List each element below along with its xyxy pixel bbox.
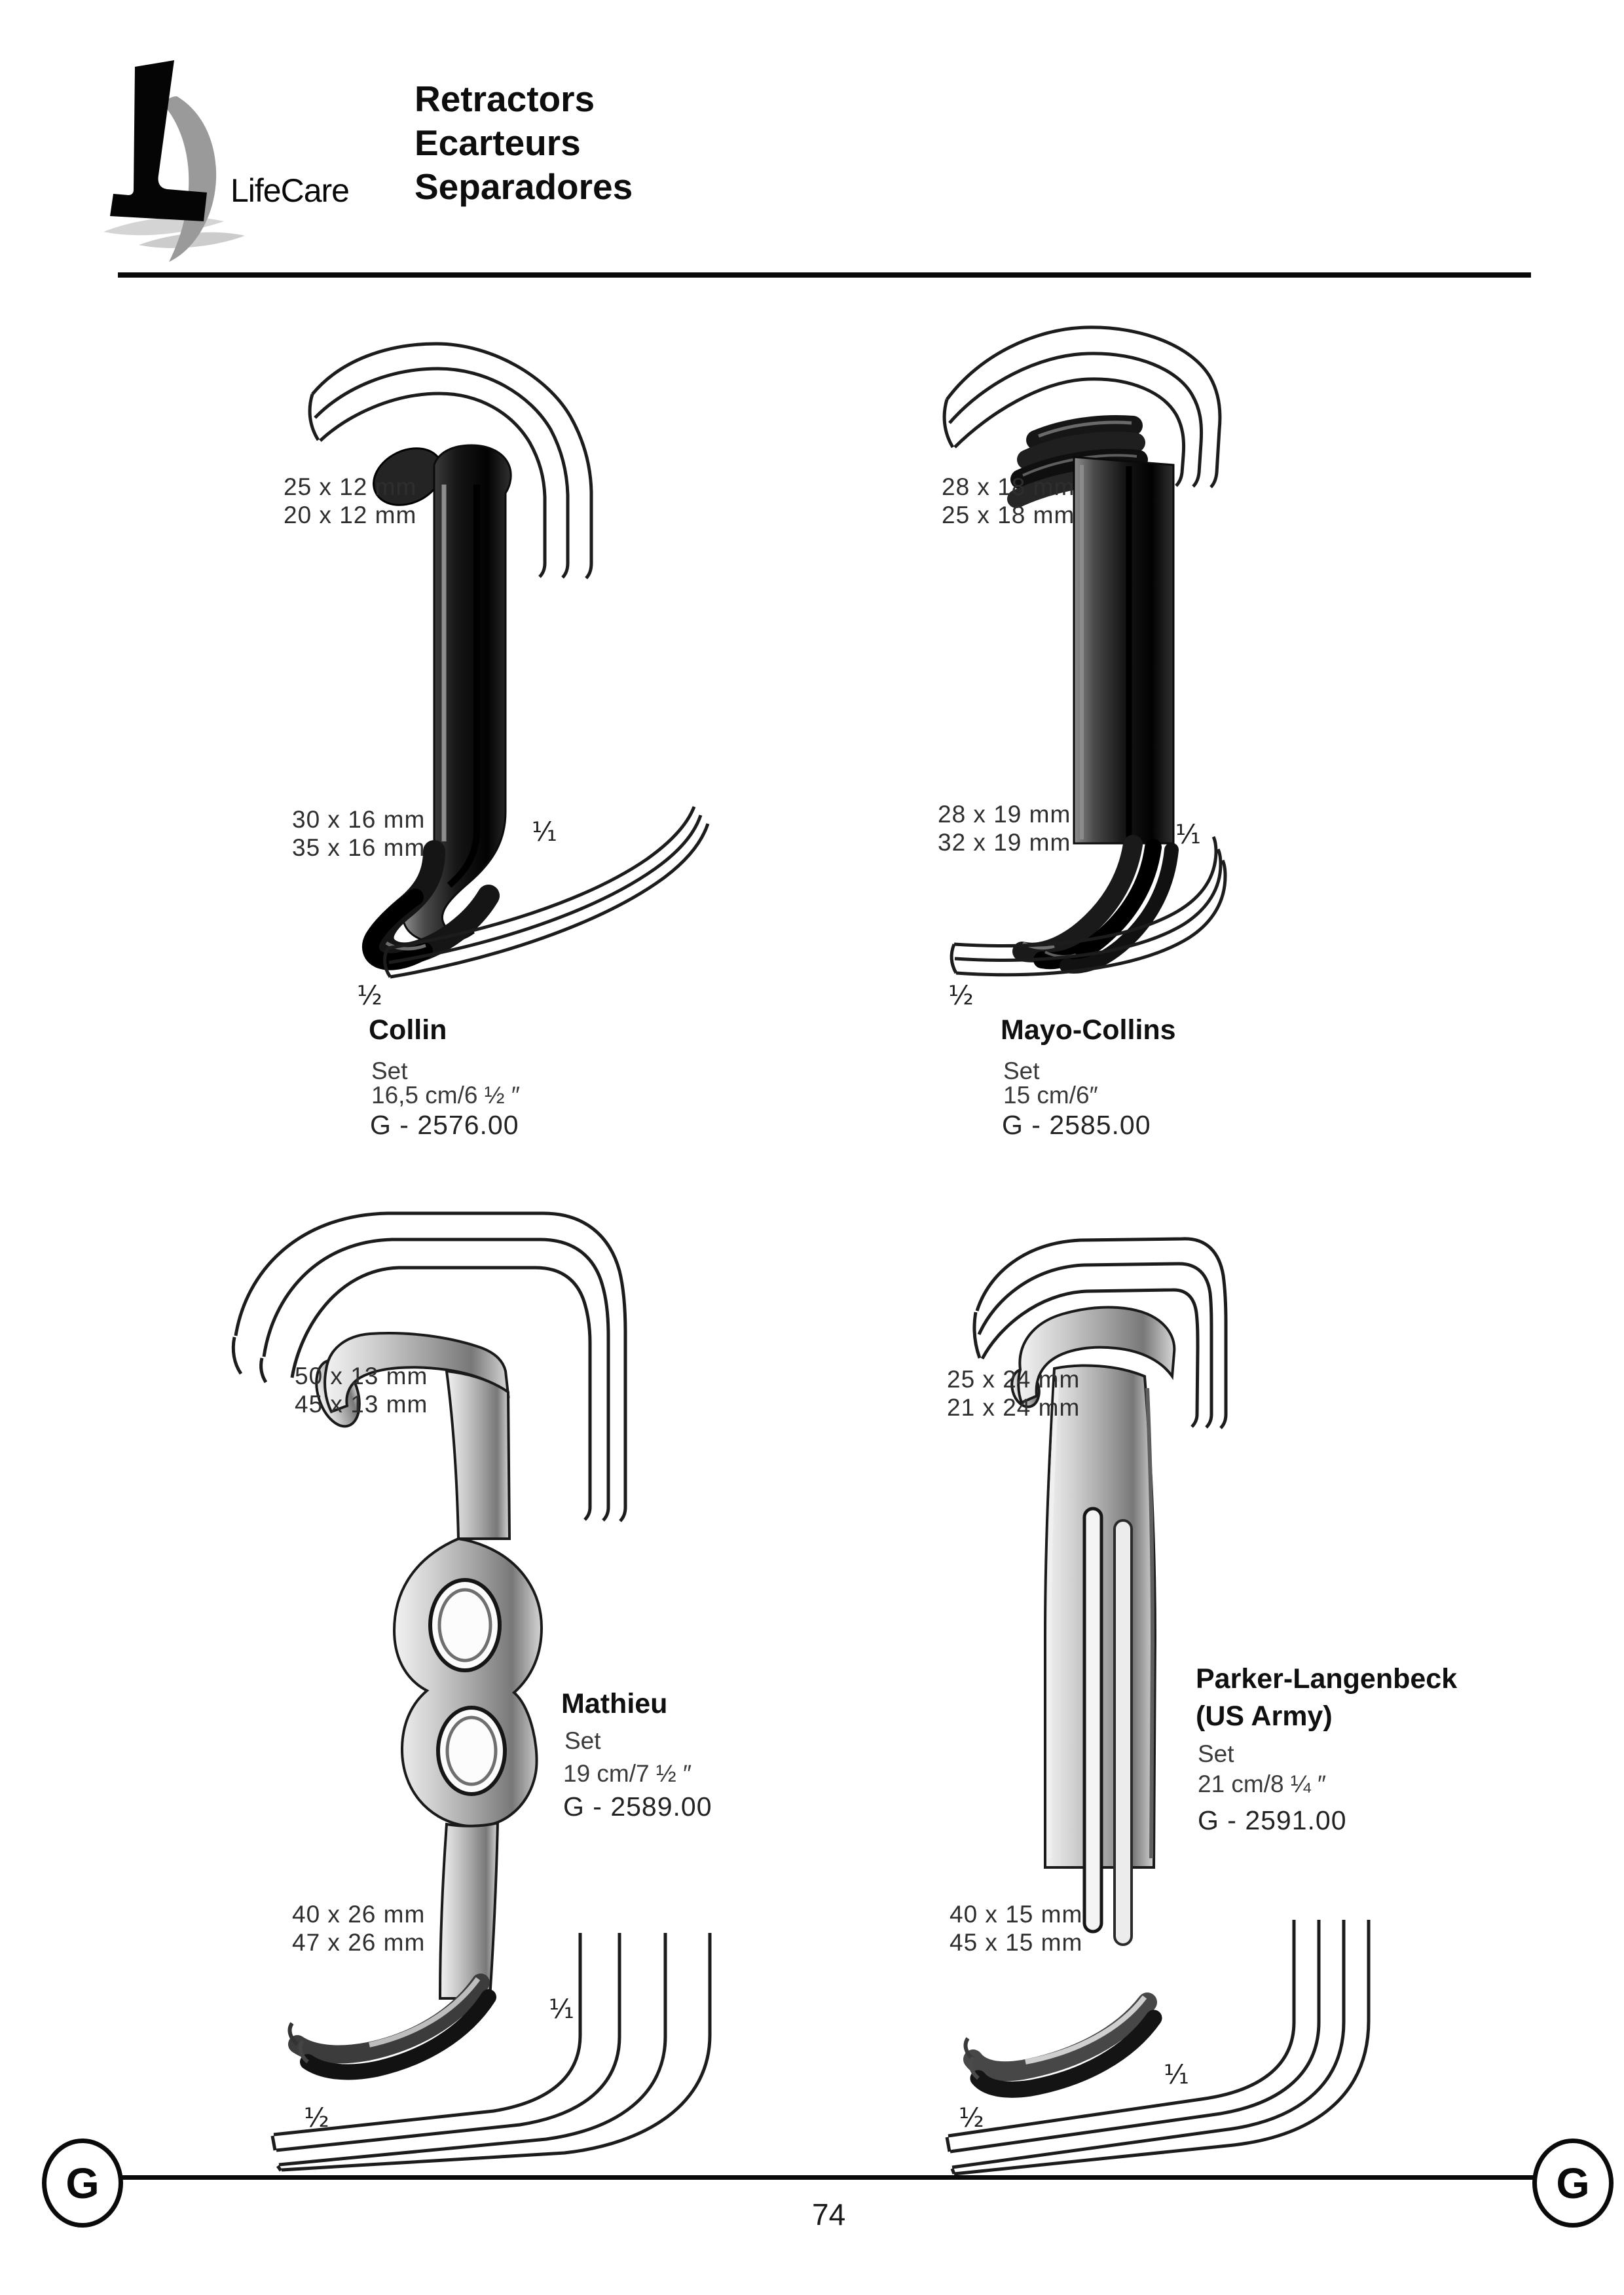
- mathieu-name: Mathieu: [561, 1688, 668, 1719]
- section-letter: G: [65, 2159, 100, 2207]
- collin-half-scale-marker: ¹⁄₂: [357, 981, 382, 1011]
- section-badge-right: [1532, 2139, 1614, 2228]
- mayo-collins-full-scale-marker: ¹⁄₁: [1175, 820, 1201, 850]
- mayo-collins-half-scale-marker: ¹⁄₂: [948, 981, 974, 1011]
- mayo-collins-retractor-illustration: [917, 288, 1375, 1061]
- title-line-fr: Ecarteurs: [415, 122, 581, 163]
- dim-line: 35 x 16 mm: [292, 834, 426, 861]
- parker-code: G - 2591.00: [1198, 1805, 1347, 1835]
- parker-half-scale-marker: ¹⁄₂: [959, 2103, 984, 2133]
- collin-dims-bottom: [292, 805, 425, 862]
- dim-line: 50 x 13 mm: [295, 1363, 428, 1389]
- dim-line: 45 x 13 mm: [295, 1391, 428, 1418]
- lifecare-logo-icon: [98, 60, 373, 263]
- retractor-body: [966, 1308, 1175, 2090]
- mathieu-code: G - 2589.00: [563, 1791, 712, 1822]
- parker-dims-top: [947, 1365, 1080, 1422]
- mayo-collins-name: Mayo-Collins: [1001, 1014, 1176, 1046]
- parker-set-label: Set: [1198, 1740, 1234, 1767]
- collin-size: 16,5 cm/6 ½ ″: [371, 1082, 520, 1109]
- section-badge-left: [42, 2139, 123, 2228]
- section-letter: G: [1556, 2159, 1590, 2207]
- parker-name-line2: (US Army): [1196, 1700, 1333, 1732]
- mayo-collins-dims-bottom: [938, 800, 1071, 856]
- mathieu-retractor-illustration: [216, 1172, 733, 2174]
- dim-line: 25 x 18 mm: [942, 502, 1075, 528]
- collin-code: G - 2576.00: [370, 1110, 519, 1140]
- dim-line: 28 x 18 mm: [942, 473, 1075, 500]
- dim-line: 40 x 15 mm: [950, 1901, 1083, 1928]
- retractor-body: [290, 1333, 542, 2072]
- collin-dims-top: [284, 473, 416, 529]
- title-line-es: Separadores: [415, 166, 633, 207]
- dim-line: 40 x 26 mm: [292, 1901, 426, 1928]
- dim-line: 28 x 19 mm: [938, 801, 1071, 828]
- mayo-collins-code: G - 2585.00: [1002, 1110, 1151, 1140]
- mathieu-full-scale-marker: ¹⁄₁: [549, 1994, 574, 2025]
- mathieu-dims-top: [295, 1362, 428, 1418]
- dim-line: 25 x 24 mm: [947, 1366, 1080, 1393]
- half-scale-handle-bottom-outline: [951, 837, 1225, 975]
- page-title: [415, 77, 633, 209]
- parker-name: Parker-Langenbeck: [1196, 1663, 1458, 1695]
- dim-line: 47 x 26 mm: [292, 1929, 426, 1956]
- half-scale-handle-bottom-outline: [947, 1920, 1369, 2174]
- page-number: 74: [812, 2197, 846, 2231]
- parker-full-scale-marker: ¹⁄₁: [1164, 2060, 1189, 2090]
- footer-rule: [118, 2175, 1536, 2180]
- mathieu-set-label: Set: [564, 1727, 601, 1754]
- dim-line: 45 x 15 mm: [950, 1929, 1083, 1956]
- brand-wordmark: LifeCare: [231, 172, 349, 209]
- mayo-collins-dims-top: [942, 473, 1075, 529]
- collin-full-scale-marker: ¹⁄₁: [532, 817, 557, 847]
- mayo-collins-set-label: Set: [1003, 1057, 1040, 1084]
- header-rule: [118, 272, 1531, 278]
- dim-line: 21 x 24 mm: [947, 1394, 1080, 1421]
- collin-set-label: Set: [371, 1057, 408, 1084]
- mayo-collins-size: 15 cm/6″: [1003, 1082, 1098, 1109]
- collin-name: Collin: [369, 1014, 447, 1046]
- mathieu-dims-bottom: [292, 1900, 425, 1956]
- dim-line: 32 x 19 mm: [938, 829, 1071, 856]
- dim-line: 30 x 16 mm: [292, 806, 426, 833]
- dim-line: 25 x 12 mm: [284, 473, 417, 500]
- title-line-en: Retractors: [415, 79, 595, 119]
- mathieu-half-scale-marker: ¹⁄₂: [304, 2103, 329, 2133]
- collin-retractor-illustration: [275, 288, 733, 1061]
- mathieu-size: 19 cm/7 ½ ″: [563, 1760, 692, 1787]
- dim-line: 20 x 12 mm: [284, 502, 417, 528]
- parker-size: 21 cm/8 ¼ ″: [1198, 1771, 1327, 1797]
- parker-dims-bottom: [950, 1900, 1082, 1956]
